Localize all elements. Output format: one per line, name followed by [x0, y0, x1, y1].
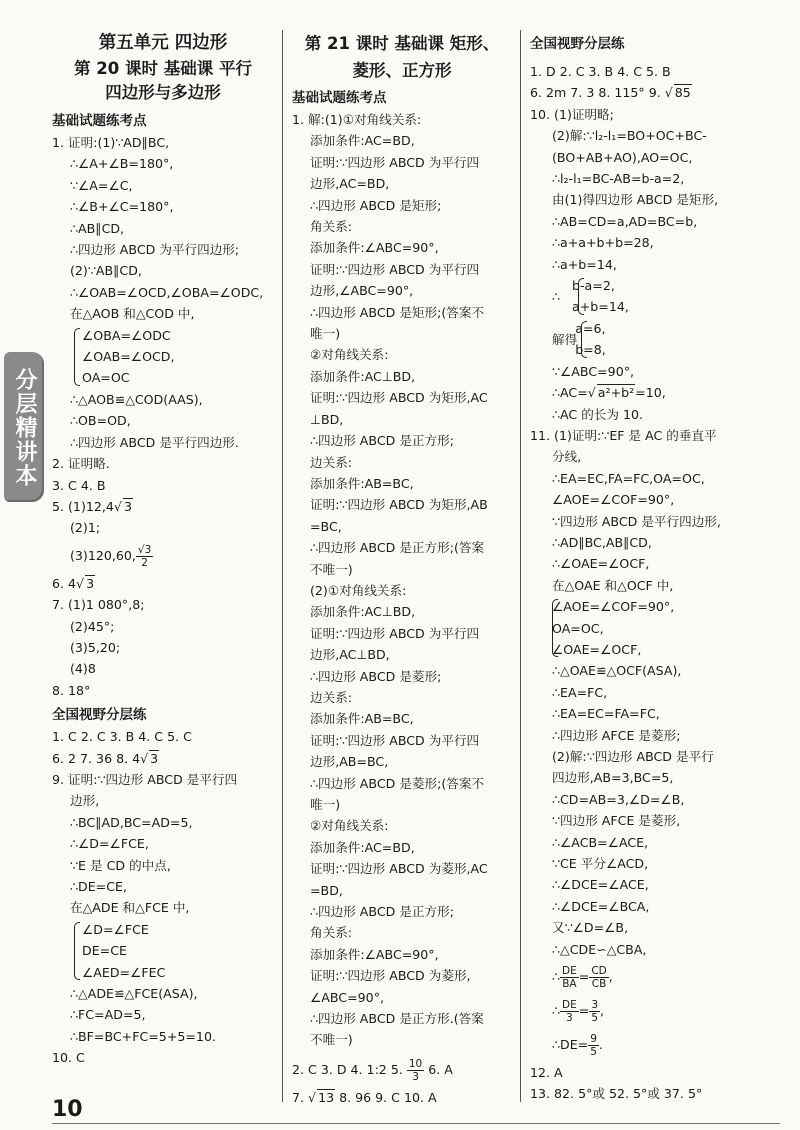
answer-column-1 [52, 30, 274, 1069]
answer-line: ∴四边形 ABCD 是菱形;(答案不 [310, 775, 485, 791]
answer-line: 1. 解:(1)①对角线关系: [292, 112, 422, 127]
answer-line: ∵∠ABC=90°, [552, 363, 635, 379]
answer-column-3 [530, 30, 780, 1105]
equation-brace [530, 596, 780, 660]
fraction: $\frac{3}{5}$ [591, 999, 598, 1025]
answer-line: 分线, [552, 449, 582, 465]
answer-line: 在△OAE 和△OCF 中, [552, 577, 674, 593]
answer-line: ∴四边形 ABCD 是正方形; [310, 433, 454, 449]
answer-line: ∴a+b=14, [552, 256, 617, 272]
answer-line: 证明:∵四边形 ABCD 为平行四 [310, 732, 480, 748]
answer-line: 由(1)得四边形 ABCD 是矩形, [552, 192, 719, 208]
answer-line: (2)1; [70, 520, 101, 536]
unit-title: 第五单元 四边形 [98, 33, 228, 53]
answer-line: 边形,AC⊥BD, [310, 647, 390, 663]
answer-line: 边形,∠ABC=90°, [310, 283, 414, 299]
answer-line: 角关系: [310, 925, 353, 941]
answer-line: =BC, [310, 518, 342, 534]
answer-line: ∴ b-a=2, a+b=14, [530, 275, 780, 318]
brace-line: ∠D=∠FCE [82, 921, 149, 937]
answer-line: ∴∠OAB=∠OCD,∠OBA=∠ODC, [70, 284, 264, 300]
answer-line: 证明:∵四边形 ABCD 为矩形,AC [310, 390, 488, 406]
section-heading: 全国视野分层练 [52, 707, 147, 724]
answer-line: ∴a+a+b+b=28, [552, 235, 654, 251]
brace-line: ∠AED=∠FEC [82, 964, 166, 980]
answer-line: (3)120,60, $\frac{√3}{2}$ [70, 543, 152, 569]
brace-line: a+b=14, [572, 299, 629, 315]
lesson-title: 四边形与多边形 [105, 83, 221, 102]
answer-line: 6. 4√ 3 [52, 575, 95, 591]
answer-line: 2. C 3. D 4. 1:2 5. $\frac{10}{3}$ 6. A [292, 1057, 453, 1083]
brace-line: b-a=2, [572, 278, 615, 294]
answer-line: ∴l₂-l₁=BC-AB=b-a=2, [552, 171, 685, 187]
page-number: 10 [52, 1097, 83, 1122]
answer-line: ∴∠DCE=∠ACE, [552, 877, 649, 893]
answer-line: 11. (1)证明:∵EF 是 AC 的垂直平 [530, 427, 717, 443]
answer-line: ∴∠ACB=∠ACE, [552, 834, 649, 850]
answer-line: ∴BF=BC+FC=5+5=10. [70, 1028, 216, 1044]
answer-line: ∴EA=EC=FA=FC, [552, 706, 660, 722]
answer-line: ∵∠A=∠C, [70, 177, 133, 193]
answer-line: 添加条件:AB=BC, [310, 475, 414, 491]
answer-line: 边关系: [310, 689, 353, 705]
answer-line: 唯一) [310, 326, 341, 342]
answer-line: ∴∠DCE=∠BCA, [552, 898, 650, 914]
answer-line: ∴EA=EC,FA=FC,OA=OC, [552, 470, 705, 486]
answer-line: 3. C 4. B [52, 477, 106, 493]
brace-line: OA=OC [82, 370, 130, 386]
answer-line: 6. 2m 7. 3 8. 115° 9. √ 85 [530, 85, 691, 101]
answer-line: ∴ $\frac{DE}{3}$ = $\frac{3}{5}$ , [552, 999, 605, 1025]
answer-line: 12. A [530, 1065, 563, 1081]
answer-line: 证明:∵四边形 ABCD 为平行四 [310, 154, 480, 170]
equation-brace [52, 919, 274, 983]
answer-line: 1. D 2. C 3. B 4. C 5. B [530, 64, 671, 79]
answer-line: 证明:∵四边形 ABCD 为矩形,AB [310, 497, 488, 513]
answer-line: ∴∠A+∠B=180°, [70, 156, 174, 172]
answer-line: 唯一) [310, 797, 341, 812]
answer-line: 添加条件:AC⊥BD, [310, 368, 416, 384]
answer-line: ⊥BD, [310, 411, 344, 427]
brace-line: b=8, [575, 342, 606, 358]
brace-line: DE=CE [82, 943, 127, 959]
fraction: $\frac{10}{3}$ [408, 1057, 423, 1083]
brace-line: OA=OC, [552, 620, 604, 636]
section-heading: 全国视野分层练 [530, 36, 625, 52]
section-heading: 基础试题练考点 [52, 113, 147, 129]
answer-line: ②对角线关系: [310, 818, 389, 834]
answer-line: 10. C [52, 1050, 85, 1066]
answer-line: ∴四边形 AFCE 是菱形; [552, 727, 681, 743]
answer-line: 不唯一) [310, 561, 353, 577]
lesson-title: 第 21 课时 基础课 矩形、 [304, 34, 500, 53]
answer-line: ∴四边形 ABCD 是正方形; [310, 904, 454, 920]
answer-line: 1. 证明:(1)∵AD∥BC, [52, 135, 170, 150]
answer-line: (2)解:∵四边形 ABCD 是平行 [552, 749, 714, 764]
answer-line: ∠AOE=∠COF=90°, [552, 492, 675, 508]
answer-line: 5. (1)12,4√ 3 [52, 498, 132, 514]
answer-line: ∵E 是 CD 的中点, [70, 857, 171, 873]
answer-line: ∴CD=AB=3,∠D=∠B, [552, 791, 685, 807]
answer-line: (2)①对角线关系: [310, 582, 407, 598]
fraction: $\frac{9}{5}$ [590, 1033, 597, 1059]
answer-line: 证明:∵四边形 ABCD 为菱形,AC [310, 861, 488, 877]
side-tab: 分层精讲本 [4, 352, 44, 502]
answer-line: 1. C 2. C 3. B 4. C 5. C [52, 729, 192, 745]
answer-line: ∴DE= $\frac{9}{5}$ . [552, 1033, 603, 1059]
answer-line: ∴EA=FC, [552, 684, 608, 700]
answer-line: 解得 a=6, b=8, [530, 318, 780, 361]
answer-line: 证明:∵四边形 ABCD 为平行四 [310, 625, 480, 641]
answer-line: 8. 18° [52, 682, 91, 698]
answer-line: ∴四边形 ABCD 是矩形;(答案不 [310, 304, 485, 320]
answer-line: ∴DE=CE, [70, 879, 127, 894]
answer-line: (2)解:∵l₂-l₁=BO+OC+BC- [552, 128, 707, 144]
answer-line: ∴四边形 ABCD 是正方形.(答案 [310, 1011, 484, 1027]
answer-line: ∴FC=AD=5, [70, 1007, 146, 1023]
answer-line: 边形,AB=BC, [310, 754, 389, 770]
answer-line: ∴四边形 ABCD 为平行四边形; [70, 242, 240, 258]
lesson-title: 菱形、正方形 [352, 61, 452, 80]
answer-line: ∴BC∥AD,BC=AD=5, [70, 814, 193, 830]
equation-brace [52, 325, 274, 389]
answer-line: 添加条件:AC=BD, [310, 839, 415, 855]
brace-line: ∠OAE=∠OCF, [552, 641, 642, 657]
answer-line: ∴AC 的长为 10. [552, 406, 644, 422]
answer-line: 边形, [70, 793, 100, 809]
answer-line: 13. 82. 5°或 52. 5°或 37. 5° [530, 1086, 703, 1102]
answer-line: 6. 2 7. 36 8. 4√ 3 [52, 750, 159, 766]
column-divider [520, 30, 521, 1102]
answer-line: (3)5,20; [70, 639, 121, 655]
brace-line: ∠OBA=∠ODC [82, 327, 171, 343]
answer-line: 添加条件:∠ABC=90°, [310, 240, 439, 256]
answer-line: ∵CE 平分∠ACD, [552, 856, 649, 872]
fraction: $\frac{DE}{3}$ [562, 999, 577, 1025]
answer-line: 在△AOB 和△COD 中, [70, 306, 195, 322]
answer-line: (2)45°; [70, 618, 115, 634]
column-divider [282, 30, 283, 1102]
answer-line: ∴四边形 ABCD 是正方形;(答案 [310, 540, 485, 556]
answer-line: 四边形,AB=3,BC=5, [552, 770, 674, 786]
answer-line: 在△ADE 和△FCE 中, [70, 900, 190, 916]
answer-line: 添加条件:AC=BD, [310, 133, 415, 149]
answer-line: ∴AB∥CD, [70, 220, 125, 236]
answer-line: 7. √ 13 8. 96 9. C 10. A [292, 1089, 437, 1105]
footer-rule [52, 1123, 780, 1124]
answer-line: 角关系: [310, 219, 353, 235]
fraction: $\frac{CD}{CB}$ [591, 965, 607, 991]
answer-line: ∴∠D=∠FCE, [70, 836, 149, 852]
answer-line: (4)8 [70, 661, 96, 677]
fraction: $\frac{√3}{2}$ [137, 543, 152, 569]
answer-line: 边形,AC=BD, [310, 176, 390, 192]
brace-line: ∠AOE=∠COF=90°, [552, 599, 675, 615]
answer-line: ∴AC=√ a²+b²=10, [552, 385, 666, 401]
answer-line: ∴AD∥BC,AB∥CD, [552, 534, 652, 550]
answer-line: ∴四边形 ABCD 是矩形; [310, 197, 442, 213]
answer-line: ∴ $\frac{DE}{BA}$ = $\frac{CD}{CB}$ , [552, 965, 613, 991]
answer-line: (2)∵AB∥CD, [70, 263, 142, 279]
section-heading: 基础试题练考点 [292, 90, 387, 106]
answer-line: 证明:∵四边形 ABCD 为菱形, [310, 968, 471, 984]
brace-line: a=6, [575, 320, 606, 336]
fraction: $\frac{DE}{BA}$ [562, 965, 577, 991]
answer-line: =BD, [310, 882, 343, 898]
answer-line: 9. 证明:∵四边形 ABCD 是平行四 [52, 771, 238, 787]
answer-line: ∵四边形 AFCE 是菱形, [552, 813, 681, 829]
answer-line: 不唯一) [310, 1032, 353, 1048]
answer-lines [292, 109, 512, 1051]
answer-line: ∴△ADE≌△FCE(ASA), [70, 986, 198, 1002]
answer-line: 2. 证明略. [52, 456, 110, 472]
answer-line: 又∵∠D=∠B, [552, 920, 629, 936]
answer-line: ②对角线关系: [310, 347, 389, 363]
answer-line: ∴AB=CD=a,AD=BC=b, [552, 213, 698, 229]
answer-line: 添加条件:AC⊥BD, [310, 604, 416, 620]
answer-line: ∴△CDE∽△CBA, [552, 941, 647, 957]
answer-column-2 [292, 30, 512, 1108]
equation-brace [556, 275, 629, 318]
answer-line: 7. (1)1 080°,8; [52, 597, 145, 613]
brace-line: ∠OAB=∠OCD, [82, 349, 175, 365]
answer-line: ∴∠B+∠C=180°, [70, 199, 174, 215]
answer-line: ∴OB=OD, [70, 413, 131, 429]
answer-line: 证明:∵四边形 ABCD 为平行四 [310, 261, 480, 277]
answer-line: 添加条件:AB=BC, [310, 711, 414, 727]
answer-line: (BO+AB+AO),AO=OC, [552, 149, 693, 165]
answer-line: ∴∠OAE=∠OCF, [552, 556, 650, 572]
answer-line: 10. (1)证明略; [530, 106, 614, 122]
lesson-title: 第 20 课时 基础课 平行 [74, 59, 252, 78]
answer-line: 添加条件:∠ABC=90°, [310, 946, 439, 962]
answer-line: ∵四边形 ABCD 是平行四边形, [552, 513, 721, 529]
equation-brace [559, 318, 606, 361]
answer-line: ∴四边形 ABCD 是平行四边形. [70, 434, 239, 450]
answer-line: ∠ABC=90°, [310, 989, 384, 1005]
answer-line: ∴△OAE≌△OCF(ASA), [552, 663, 682, 679]
answer-line: ∴△AOB≌△COD(AAS), [70, 391, 203, 407]
answer-line: 边关系: [310, 454, 353, 470]
answer-line: ∴四边形 ABCD 是菱形; [310, 668, 442, 684]
